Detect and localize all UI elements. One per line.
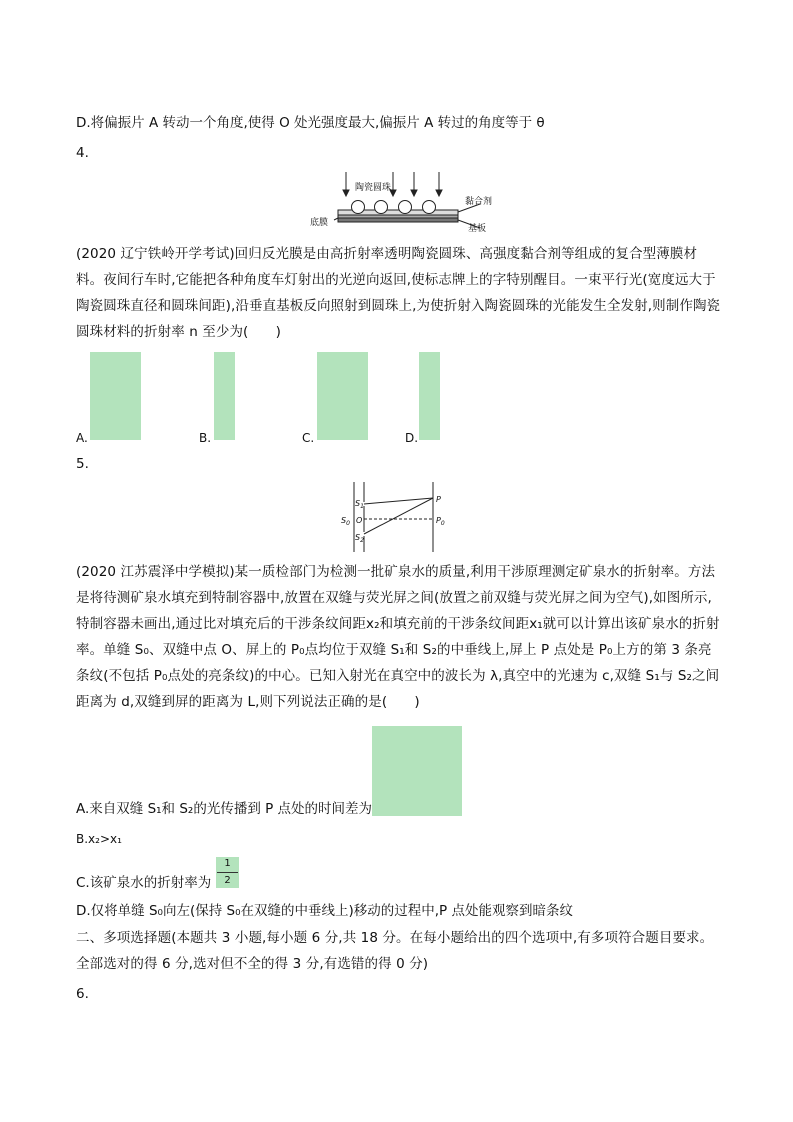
fraction-bar: [217, 872, 238, 873]
label-s0: $S_0$: [341, 516, 350, 527]
q4-option-b-label: B.: [199, 431, 212, 445]
q4-option-c-label: C.: [302, 431, 315, 445]
fraction-denominator: 2: [224, 875, 231, 886]
q5-option-a: A.来自双缝 S₁和 S₂的光传播到 P 点处的时间差为: [76, 801, 373, 817]
q4-option-a-label: A.: [76, 431, 88, 445]
fraction-numerator: 1: [224, 858, 231, 869]
double-slit-figure: [340, 480, 460, 554]
q4-stem: (2020 辽宁铁岭开学考试)回归反光膜是由高折射率透明陶瓷圆珠、高强度黏合剂等组成的复合型薄膜材料。夜间行车时,它能把各种角度车灯射出的光逆向返回,使标志牌上的字特别醒目。一束平行光(宽度远大于陶瓷圆珠直径和圆珠间距),沿垂直基板反向照射到圆珠上,为使折射入陶瓷圆珠的光能发生全发射,则制作陶瓷圆珠材料的折射率 n 至少为( ): [76, 246, 721, 340]
q5-option-a-formula-image: [372, 726, 462, 816]
q6-number: 6.: [76, 986, 89, 1002]
q5-option-c: C.该矿泉水的折射率为: [76, 875, 212, 891]
label-s2: $S_2$: [355, 533, 364, 544]
q5-option-d: D.仅将单缝 S₀向左(保持 S₀在双缝的中垂线上)移动的过程中,P 点处能观察到暗条纹: [76, 903, 573, 919]
q4-option-d-image: [419, 352, 440, 440]
q4-number: 4.: [76, 145, 89, 161]
label-p: P: [436, 495, 441, 504]
label-substrate: 基板: [468, 224, 487, 232]
retroreflective-film-figure: [308, 170, 500, 232]
q4-option-a-image: [90, 352, 141, 440]
label-adhesive: 黏合剂: [465, 197, 493, 207]
q4-option-c-image: [317, 352, 368, 440]
section-2-heading: 二、多项选择题(本题共 3 小题,每小题 6 分,共 18 分。在每小题给出的四个选项中,有多项符合题目要求。全部选对的得 6 分,选对但不全的得 3 分,有选错的得 0 分): [76, 930, 714, 972]
q5-option-b: B.x₂>x₁: [76, 832, 122, 846]
q4-option-b-image: [214, 352, 235, 440]
q5-stem: (2020 江苏震泽中学模拟)某一质检部门为检测一批矿泉水的质量,利用干涉原理测定矿泉水的折射率。方法是将待测矿泉水填充到特制容器中,放置在双缝与荧光屏之间(放置之前双缝与荧光屏之间为空气),如图所示,特制容器未画出,通过比对填充后的干涉条纹间距x₂和填充前的干涉条纹间距x₁就可以计算出该矿泉水的折射率。单缝 S₀、双缝中点 O、屏上的 P₀点均位于双缝 S₁和 S₂的中垂线上,屏上 P 点处是 P₀上方的第 3 条亮条纹(不包括 P₀点处的亮条纹)的中心。已知入射光在真空中的波长为 λ,真空中的光速为 c,双缝 S₁与 S₂之间距离为 d,双缝到屏的距离为 L,则下列说法正确的是( ): [76, 564, 720, 710]
label-base-film: 底膜: [310, 218, 329, 228]
q3-option-d: D.将偏振片 A 转动一个角度,使得 O 处光强度最大,偏振片 A 转过的角度等于 θ: [76, 115, 545, 131]
label-s1: $S_1$: [355, 499, 364, 510]
q4-option-d-label: D.: [405, 431, 419, 445]
label-ceramic-bead: 陶瓷圆珠: [355, 183, 392, 193]
label-p0: $P_0$: [436, 516, 445, 527]
q5-option-c-fraction: [216, 857, 239, 888]
q5-number: 5.: [76, 456, 89, 472]
label-o: O: [356, 516, 363, 525]
